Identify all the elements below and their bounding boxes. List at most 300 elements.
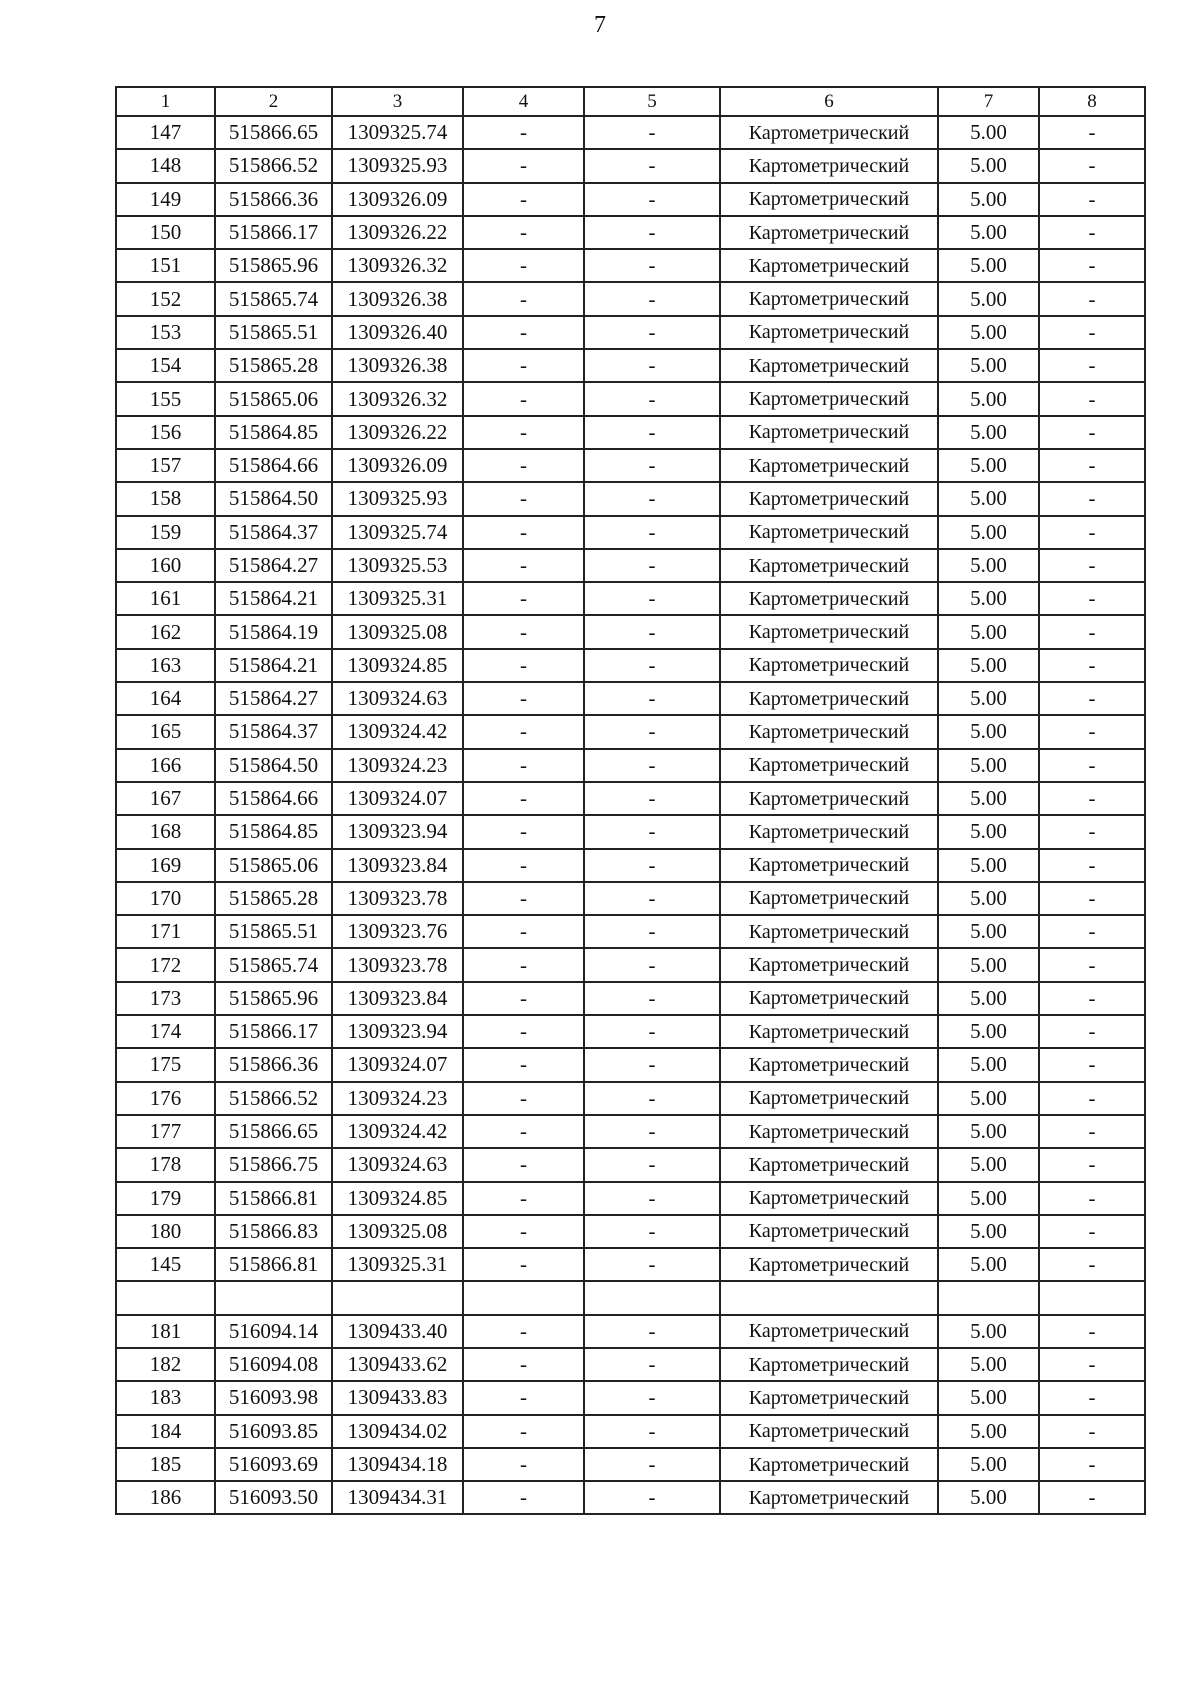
table-cell: - — [584, 1415, 720, 1448]
table-cell: Картометрический — [720, 715, 938, 748]
table-cell: Картометрический — [720, 1248, 938, 1281]
table-cell: 5.00 — [938, 1448, 1039, 1481]
table-cell: 167 — [116, 782, 215, 815]
table-cell: - — [584, 849, 720, 882]
table-cell: Картометрический — [720, 416, 938, 449]
table-cell: - — [1039, 449, 1145, 482]
column-header: 6 — [720, 87, 938, 116]
table-cell: 5.00 — [938, 549, 1039, 582]
table-cell: - — [1039, 1048, 1145, 1081]
table-cell: - — [584, 1182, 720, 1215]
table-row — [116, 482, 1145, 515]
table-cell: - — [463, 349, 584, 382]
column-header: 4 — [463, 87, 584, 116]
table-cell: - — [584, 116, 720, 149]
table-cell: 158 — [116, 482, 215, 515]
table-cell: Картометрический — [720, 815, 938, 848]
table-cell: - — [1039, 982, 1145, 1015]
table-cell: 1309325.08 — [332, 1215, 463, 1248]
table-cell: 515864.21 — [215, 649, 332, 682]
table-cell: Картометрический — [720, 1182, 938, 1215]
table-cell: - — [463, 382, 584, 415]
table-cell: - — [1039, 1115, 1145, 1148]
table-cell: - — [463, 1415, 584, 1448]
table-cell: 184 — [116, 1415, 215, 1448]
table-row — [116, 982, 1145, 1015]
table-cell: - — [584, 715, 720, 748]
table-header-row — [116, 87, 1145, 116]
table-cell: - — [584, 915, 720, 948]
table-cell: 179 — [116, 1182, 215, 1215]
table-cell: - — [463, 482, 584, 515]
table-cell: 162 — [116, 615, 215, 648]
table-cell: 1309326.32 — [332, 382, 463, 415]
table-row — [116, 749, 1145, 782]
table-cell: 515866.36 — [215, 183, 332, 216]
table-cell: 515864.37 — [215, 516, 332, 549]
table-cell: 1309433.83 — [332, 1381, 463, 1414]
table-cell: 169 — [116, 849, 215, 882]
table-cell: 183 — [116, 1381, 215, 1414]
table-cell: - — [584, 882, 720, 915]
table-cell: 1309324.23 — [332, 749, 463, 782]
table-cell: - — [584, 1348, 720, 1381]
table-row — [116, 1215, 1145, 1248]
table-cell: 5.00 — [938, 482, 1039, 515]
table-cell: Картометрический — [720, 1481, 938, 1514]
table-cell: - — [1039, 1182, 1145, 1215]
table-cell: 516093.69 — [215, 1448, 332, 1481]
table-cell: - — [1039, 882, 1145, 915]
table-cell: 5.00 — [938, 1115, 1039, 1148]
table-cell: - — [584, 815, 720, 848]
table-cell: - — [463, 749, 584, 782]
table-cell: - — [1039, 915, 1145, 948]
table-cell: - — [584, 1481, 720, 1514]
table-cell: - — [584, 1148, 720, 1181]
table-cell: 5.00 — [938, 316, 1039, 349]
table-cell: - — [463, 1115, 584, 1148]
table-cell: 516093.85 — [215, 1415, 332, 1448]
table-row — [116, 549, 1145, 582]
table-cell: 149 — [116, 183, 215, 216]
table-cell: 5.00 — [938, 1148, 1039, 1181]
table-cell: 5.00 — [938, 1182, 1039, 1215]
table-cell: - — [463, 216, 584, 249]
table-cell: 177 — [116, 1115, 215, 1148]
table-row — [116, 1115, 1145, 1148]
table-cell: 1309323.78 — [332, 882, 463, 915]
table-cell: - — [584, 1115, 720, 1148]
table-cell: Картометрический — [720, 1082, 938, 1115]
table-cell: - — [1039, 349, 1145, 382]
table-cell: Картометрический — [720, 349, 938, 382]
table-cell: 1309433.62 — [332, 1348, 463, 1381]
table-cell: - — [1039, 782, 1145, 815]
table-cell: - — [584, 1048, 720, 1081]
table-cell: 180 — [116, 1215, 215, 1248]
table-cell: Картометрический — [720, 649, 938, 682]
column-header: 8 — [1039, 87, 1145, 116]
table-cell: - — [584, 1082, 720, 1115]
table-cell: - — [584, 1381, 720, 1414]
table-row — [116, 1182, 1145, 1215]
table-cell: 516093.98 — [215, 1381, 332, 1414]
table-cell: - — [463, 1248, 584, 1281]
table-row — [116, 882, 1145, 915]
table-cell — [720, 1281, 938, 1314]
table-cell: 515866.52 — [215, 1082, 332, 1115]
table-cell: 1309324.42 — [332, 715, 463, 748]
table-cell: - — [463, 849, 584, 882]
table-cell: - — [1039, 282, 1145, 315]
table-cell: 515865.51 — [215, 316, 332, 349]
table-cell: - — [1039, 482, 1145, 515]
table-cell: 1309325.93 — [332, 482, 463, 515]
table-row — [116, 715, 1145, 748]
table-cell: - — [584, 449, 720, 482]
table-cell: 5.00 — [938, 1415, 1039, 1448]
table-cell: 515865.74 — [215, 948, 332, 981]
table-cell: 5.00 — [938, 1215, 1039, 1248]
table-cell: - — [1039, 715, 1145, 748]
table-row — [116, 948, 1145, 981]
page-number: 7 — [594, 12, 606, 38]
table-cell: 515866.36 — [215, 1048, 332, 1081]
table-cell: - — [584, 183, 720, 216]
table-cell: - — [463, 1148, 584, 1181]
table-cell: 1309326.38 — [332, 282, 463, 315]
table-cell: 515865.28 — [215, 882, 332, 915]
table-cell: 5.00 — [938, 249, 1039, 282]
table-cell: - — [584, 316, 720, 349]
table-cell: 1309323.84 — [332, 982, 463, 1015]
table-cell: - — [584, 382, 720, 415]
table-cell: Картометрический — [720, 1448, 938, 1481]
table-cell: - — [584, 249, 720, 282]
table-cell: 515866.81 — [215, 1182, 332, 1215]
table-cell: 1309325.31 — [332, 582, 463, 615]
table-cell: 515866.17 — [215, 1015, 332, 1048]
column-header: 7 — [938, 87, 1039, 116]
table-row — [116, 216, 1145, 249]
table-cell: - — [584, 1015, 720, 1048]
table-cell: Картометрический — [720, 1415, 938, 1448]
table-row — [116, 1448, 1145, 1481]
table-cell: 148 — [116, 149, 215, 182]
table-cell: 1309434.31 — [332, 1481, 463, 1514]
table-row — [116, 249, 1145, 282]
table-cell: Картометрический — [720, 749, 938, 782]
table-cell: 1309326.22 — [332, 216, 463, 249]
table-cell: - — [584, 1448, 720, 1481]
table-cell: 515864.50 — [215, 749, 332, 782]
table-cell: 516094.14 — [215, 1315, 332, 1348]
table-cell: Картометрический — [720, 149, 938, 182]
table-cell — [938, 1281, 1039, 1314]
table-cell: Картометрический — [720, 982, 938, 1015]
table-cell: 1309323.94 — [332, 815, 463, 848]
table-cell: 5.00 — [938, 516, 1039, 549]
table-cell: - — [463, 615, 584, 648]
table-cell: - — [584, 749, 720, 782]
table-cell: Картометрический — [720, 1148, 938, 1181]
table-row — [116, 815, 1145, 848]
table-row — [116, 1281, 1145, 1314]
table-cell: 160 — [116, 549, 215, 582]
table-cell: 165 — [116, 715, 215, 748]
table-row — [116, 316, 1145, 349]
table-row — [116, 1015, 1145, 1048]
table-cell: - — [1039, 1381, 1145, 1414]
table-cell: 5.00 — [938, 1348, 1039, 1381]
table-cell: 5.00 — [938, 416, 1039, 449]
table-cell: 172 — [116, 948, 215, 981]
table-cell: - — [463, 1082, 584, 1115]
table-cell: 515864.27 — [215, 549, 332, 582]
table-cell: - — [463, 682, 584, 715]
table-cell: Картометрический — [720, 615, 938, 648]
table-cell: - — [1039, 1248, 1145, 1281]
table-cell: 151 — [116, 249, 215, 282]
table-cell: - — [463, 1048, 584, 1081]
table-cell: Картометрический — [720, 682, 938, 715]
table-cell: 5.00 — [938, 149, 1039, 182]
table-cell: - — [584, 416, 720, 449]
table-row — [116, 1481, 1145, 1514]
table-cell: 515865.06 — [215, 849, 332, 882]
table-cell: 1309326.22 — [332, 416, 463, 449]
table-cell: - — [1039, 549, 1145, 582]
table-cell: - — [1039, 1015, 1145, 1048]
table-cell: 182 — [116, 1348, 215, 1381]
table-cell: - — [463, 815, 584, 848]
table-cell: 5.00 — [938, 948, 1039, 981]
table-cell: Картометрический — [720, 116, 938, 149]
table-cell: 1309434.02 — [332, 1415, 463, 1448]
table-cell: 515864.50 — [215, 482, 332, 515]
table-cell: 145 — [116, 1248, 215, 1281]
table-cell: Картометрический — [720, 915, 938, 948]
table-cell: - — [1039, 216, 1145, 249]
table-cell: 1309433.40 — [332, 1315, 463, 1348]
table-cell: 185 — [116, 1448, 215, 1481]
table-cell: 515866.65 — [215, 1115, 332, 1148]
table-cell: 175 — [116, 1048, 215, 1081]
table-cell: 5.00 — [938, 782, 1039, 815]
table-row — [116, 1348, 1145, 1381]
table-cell: Картометрический — [720, 582, 938, 615]
table-cell: 5.00 — [938, 1048, 1039, 1081]
table-cell: 1309434.18 — [332, 1448, 463, 1481]
table-cell: 1309325.31 — [332, 1248, 463, 1281]
table-cell: 5.00 — [938, 1082, 1039, 1115]
table-cell: 516093.50 — [215, 1481, 332, 1514]
table-cell: - — [1039, 183, 1145, 216]
table-cell: 176 — [116, 1082, 215, 1115]
table-cell: - — [1039, 1082, 1145, 1115]
table-cell: - — [463, 982, 584, 1015]
table-cell: - — [463, 1182, 584, 1215]
table-cell: 1309326.38 — [332, 349, 463, 382]
table-row — [116, 516, 1145, 549]
table-cell: 5.00 — [938, 715, 1039, 748]
table-row — [116, 615, 1145, 648]
table-cell: - — [1039, 815, 1145, 848]
table-cell: 152 — [116, 282, 215, 315]
table-cell: - — [463, 649, 584, 682]
table-cell: 515865.96 — [215, 249, 332, 282]
table-cell: - — [463, 915, 584, 948]
table-cell: 5.00 — [938, 183, 1039, 216]
table-cell: 170 — [116, 882, 215, 915]
table-cell — [584, 1281, 720, 1314]
table-cell: 5.00 — [938, 1381, 1039, 1414]
table-cell: 157 — [116, 449, 215, 482]
table-cell: Картометрический — [720, 948, 938, 981]
table-cell: - — [584, 1315, 720, 1348]
table-row — [116, 849, 1145, 882]
table-cell: - — [584, 1215, 720, 1248]
table-cell: 186 — [116, 1481, 215, 1514]
table-cell: - — [1039, 948, 1145, 981]
table-cell: - — [463, 282, 584, 315]
table-cell: 515865.96 — [215, 982, 332, 1015]
table-row — [116, 1315, 1145, 1348]
table-cell: - — [463, 149, 584, 182]
table-cell: - — [584, 549, 720, 582]
table-cell: 153 — [116, 316, 215, 349]
table-cell: - — [1039, 1348, 1145, 1381]
table-row — [116, 582, 1145, 615]
table-cell: Картометрический — [720, 482, 938, 515]
table-cell: 1309324.85 — [332, 649, 463, 682]
table-cell: - — [584, 482, 720, 515]
table-cell: - — [1039, 1481, 1145, 1514]
table-cell: - — [463, 782, 584, 815]
table-cell: - — [1039, 649, 1145, 682]
table-row — [116, 183, 1145, 216]
table-cell: Картометрический — [720, 183, 938, 216]
table-cell: 168 — [116, 815, 215, 848]
table-cell: - — [1039, 849, 1145, 882]
table-cell: - — [1039, 416, 1145, 449]
table-cell: - — [1039, 1215, 1145, 1248]
table-cell: - — [463, 116, 584, 149]
table-cell: - — [463, 316, 584, 349]
table-row — [116, 1415, 1145, 1448]
table-cell: - — [463, 1481, 584, 1514]
table-cell: 155 — [116, 382, 215, 415]
table-cell: - — [1039, 682, 1145, 715]
table-cell: - — [1039, 516, 1145, 549]
table-cell: 515864.27 — [215, 682, 332, 715]
table-cell: - — [463, 249, 584, 282]
table-cell: - — [1039, 249, 1145, 282]
table-cell: - — [584, 349, 720, 382]
table-cell: - — [1039, 1448, 1145, 1481]
table-cell: 515865.28 — [215, 349, 332, 382]
table-cell: 5.00 — [938, 649, 1039, 682]
table-cell: Картометрический — [720, 449, 938, 482]
table-cell: 1309324.63 — [332, 682, 463, 715]
table-row — [116, 1048, 1145, 1081]
table-cell — [463, 1281, 584, 1314]
table-cell: 1309325.74 — [332, 516, 463, 549]
table-cell: 515864.85 — [215, 815, 332, 848]
table-cell: - — [584, 782, 720, 815]
table-cell: 5.00 — [938, 449, 1039, 482]
table-cell: - — [463, 516, 584, 549]
table-cell: Картометрический — [720, 1048, 938, 1081]
table-cell: 5.00 — [938, 882, 1039, 915]
table-row — [116, 449, 1145, 482]
table-cell: 1309324.63 — [332, 1148, 463, 1181]
table-cell: - — [584, 682, 720, 715]
table-cell: 5.00 — [938, 749, 1039, 782]
table-cell: 515866.65 — [215, 116, 332, 149]
table-cell: - — [463, 1215, 584, 1248]
table-cell: 1309324.23 — [332, 1082, 463, 1115]
table-cell: 171 — [116, 915, 215, 948]
table-cell: - — [1039, 749, 1145, 782]
table-cell: 515866.52 — [215, 149, 332, 182]
table-cell: - — [1039, 149, 1145, 182]
table-cell: Картометрический — [720, 1015, 938, 1048]
table-cell: 1309323.78 — [332, 948, 463, 981]
table-cell: - — [584, 149, 720, 182]
table-row — [116, 416, 1145, 449]
table-cell: Картометрический — [720, 249, 938, 282]
table-cell: - — [463, 549, 584, 582]
table-cell: 174 — [116, 1015, 215, 1048]
table-cell: Картометрический — [720, 882, 938, 915]
table-cell: 515865.51 — [215, 915, 332, 948]
table-cell: - — [463, 449, 584, 482]
table-cell: Картометрический — [720, 1381, 938, 1414]
table-row — [116, 149, 1145, 182]
table-cell: - — [463, 416, 584, 449]
table-cell: 5.00 — [938, 915, 1039, 948]
table-cell: 5.00 — [938, 982, 1039, 1015]
table-cell: 1309326.09 — [332, 183, 463, 216]
table-cell: 1309326.09 — [332, 449, 463, 482]
table-cell: Картометрический — [720, 1315, 938, 1348]
table-cell: Картометрический — [720, 516, 938, 549]
table-cell: - — [463, 1381, 584, 1414]
table-cell: 1309325.74 — [332, 116, 463, 149]
column-header: 5 — [584, 87, 720, 116]
table-cell: - — [1039, 582, 1145, 615]
table-cell: - — [584, 1248, 720, 1281]
table-row — [116, 682, 1145, 715]
table-row — [116, 782, 1145, 815]
table-cell: 178 — [116, 1148, 215, 1181]
table-cell: 515866.75 — [215, 1148, 332, 1181]
table-cell: 161 — [116, 582, 215, 615]
table-cell: 5.00 — [938, 216, 1039, 249]
table-row — [116, 1148, 1145, 1181]
table-cell: 1309323.76 — [332, 915, 463, 948]
table-cell: - — [584, 615, 720, 648]
table-cell: 150 — [116, 216, 215, 249]
table-cell: - — [1039, 1415, 1145, 1448]
table-cell: Картометрический — [720, 549, 938, 582]
table-cell: 5.00 — [938, 116, 1039, 149]
table-cell: Картометрический — [720, 782, 938, 815]
table-cell: - — [463, 582, 584, 615]
table-cell: Картометрический — [720, 282, 938, 315]
